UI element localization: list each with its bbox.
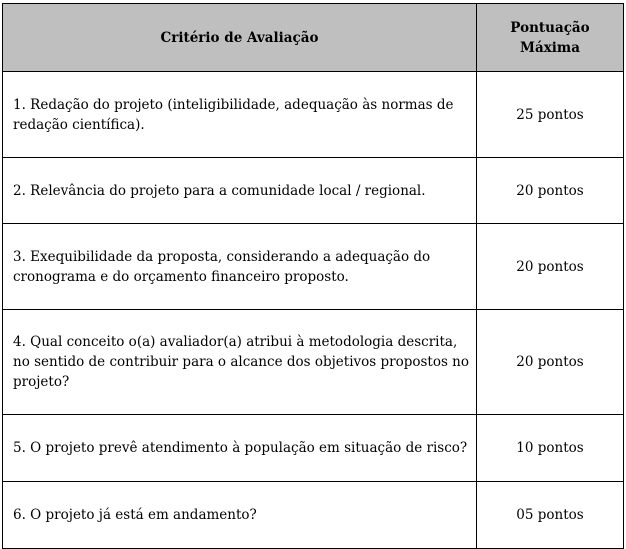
score-cell: 10 pontos xyxy=(477,415,624,482)
criterion-cell: 1. Redação do projeto (inteligibilidade, adequação às normas de redação científica). xyxy=(3,72,477,158)
table-header xyxy=(3,4,624,72)
evaluation-criteria-table xyxy=(2,3,624,549)
criterion-cell: 4. Qual conceito o(a) avaliador(a) atribui à metodologia descrita, no sentido de contribuir para o alcance dos objetivos propostos no projeto? xyxy=(3,310,477,415)
header-criterion: Critério de Avaliação xyxy=(3,4,477,72)
criterion-cell: 2. Relevância do projeto para a comunidade local / regional. xyxy=(3,158,477,224)
table-row xyxy=(3,72,624,158)
criterion-cell: 5. O projeto prevê atendimento à população em situação de risco? xyxy=(3,415,477,482)
header-row xyxy=(3,4,624,72)
score-cell: 20 pontos xyxy=(477,224,624,310)
table-row xyxy=(3,158,624,224)
table-row xyxy=(3,415,624,482)
score-cell: 20 pontos xyxy=(477,158,624,224)
criterion-cell: 3. Exequibilidade da proposta, considerando a adequação do cronograma e do orçamento financeiro proposto. xyxy=(3,224,477,310)
table-body xyxy=(3,72,624,549)
table-row xyxy=(3,482,624,549)
score-cell: 25 pontos xyxy=(477,72,624,158)
score-cell: 20 pontos xyxy=(477,310,624,415)
header-max-score: Pontuação Máxima xyxy=(477,4,624,72)
score-cell: 05 pontos xyxy=(477,482,624,549)
table-row xyxy=(3,310,624,415)
criterion-cell: 6. O projeto já está em andamento? xyxy=(3,482,477,549)
table-row xyxy=(3,224,624,310)
